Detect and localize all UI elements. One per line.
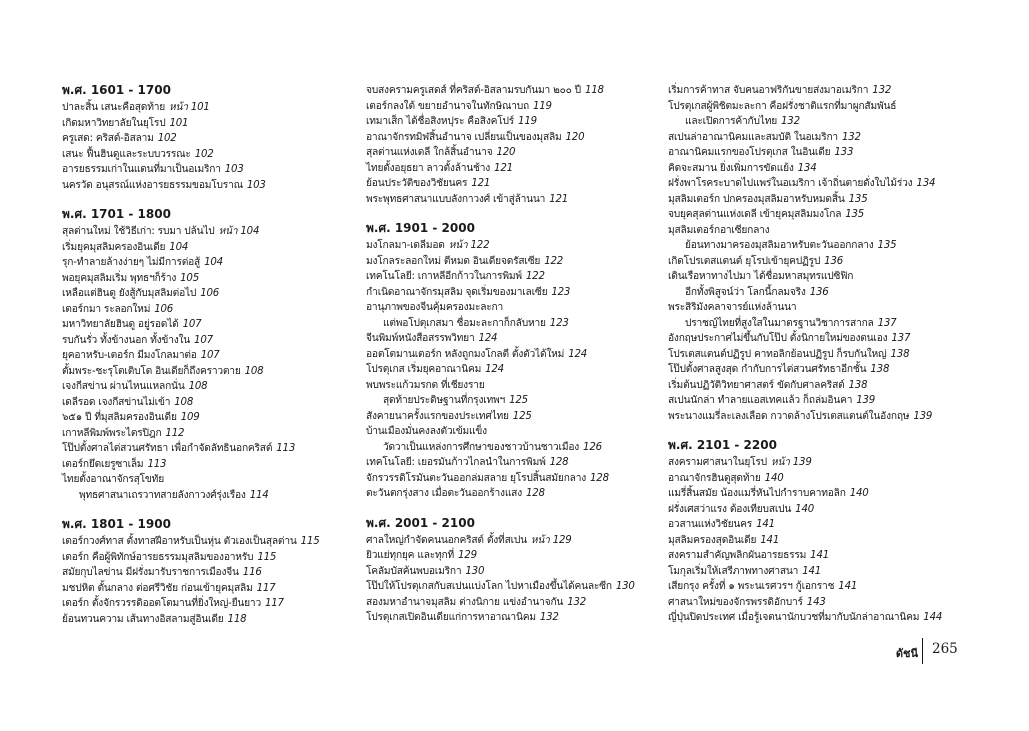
entry-title: เตอร์กยึดเยรูซาเล็ม: [62, 458, 144, 470]
entry-page-ref: 101: [169, 117, 189, 129]
entry-page-ref: 106: [154, 303, 174, 315]
entry-title: อาณาจักรทมิฬสิ้นอำนาจ เปลี่ยนเป็นของมุสลิม: [366, 131, 562, 143]
index-entry: [668, 285, 968, 301]
entry-page-ref: 137: [877, 317, 897, 329]
entry-page-ref: 132: [567, 596, 587, 608]
entry-title: มุสลิมครองสุดอินเดีย: [668, 534, 757, 546]
entry-title: เกิดโปรเตสแตนต์ ยุโรปเข้ายุคปฏิรูป: [668, 255, 821, 267]
index-entry: [366, 285, 664, 301]
entry-title: อวสานแห่งวิชัยนคร: [668, 519, 753, 530]
entry-page-ref: 132: [781, 116, 800, 127]
period-heading: พ.ศ. 1601 - 1700: [62, 83, 171, 97]
entry-page-ref: 136: [809, 286, 829, 298]
index-entry: [668, 362, 968, 378]
entry-title: พุทธศาสนาเถรวาทสายลังกาวงศ์รุ่งเรือง: [79, 489, 246, 501]
index-entry: [668, 533, 968, 549]
entry-page-ref: 129: [458, 550, 477, 561]
period-heading: พ.ศ. 1901 - 2000: [366, 221, 475, 235]
index-entry: [62, 395, 360, 411]
entry-title: ศาสนาใหม่ของจักรพรรดิอักบาร์: [668, 596, 803, 608]
index-entry: [668, 347, 968, 363]
entry-title: รุก-ทำลายล้างง่ายๆ ไม่มีการต่อสู้: [62, 257, 201, 268]
index-entry: [366, 161, 664, 177]
index-entry: [62, 596, 360, 612]
entry-title: ญี่ปุ่นปิดประเทศ เมื่อรู้เจตนานักบวชที่มากับนักล่าอาณานิคม: [668, 612, 920, 623]
entry-title: เกิดมหาวิทยาลัยในยุโรป: [62, 117, 166, 129]
entry-page-ref: 124: [568, 348, 588, 360]
entry-title: ฝรั่งพาโรคระบาดไปแพร่ในอเมริกา เจ้าถิ่นตายดั่งใบไม้ร่วง: [668, 178, 913, 189]
index-entry: [668, 517, 968, 533]
entry-title: แต่พอโปตุเกสมา ชื่อมะละกาก็กลับหาย: [383, 317, 546, 329]
entry-page-ref: 135: [848, 193, 868, 205]
entry-title: โปรตุเกสผู้พิชิตมะละกา คือฝรั่งชาติแรกที่มาผูกสัมพันธ์: [668, 100, 897, 112]
entry-page-ref: 126: [583, 441, 602, 453]
entry-page-ref: 107: [200, 350, 220, 361]
entry-title: เตอร์กมา ระลอกใหม่: [62, 303, 151, 315]
entry-title: ย้อนทางมาครองมุสลิมอาหรับตะวันออกกลาง: [685, 240, 874, 251]
entry-page-ref: 120: [496, 147, 516, 158]
index-entry: [366, 192, 664, 208]
entry-title: ยิวแย่ทุกยุค และทุกที่: [366, 550, 455, 561]
index-entry: [366, 564, 664, 580]
entry-page-ref: 141: [810, 550, 830, 561]
index-entry: [62, 426, 360, 442]
entry-title: พอยุคมุสลิมเริ่ม พุทธฯก็ร้าง: [62, 272, 177, 284]
index-entry: [62, 472, 360, 488]
entry-page-ref: 112: [165, 427, 185, 439]
entry-page-ref: 106: [200, 288, 220, 299]
index-entry: [62, 457, 360, 473]
entry-title: เทคโนโลยี: เกาหลีอีกก้าวในการพิมพ์: [366, 271, 522, 282]
entry-title: ยุคอาหรับ-เตอร์ก มีมงโกลมาต่อ: [62, 350, 197, 361]
index-entry: [668, 471, 968, 487]
index-entry: [62, 271, 360, 287]
entry-title: วัดวาเป็นแหล่งการศึกษาของชาวบ้านชาวเมือง: [383, 441, 580, 453]
entry-title: สมัยกุบไลข่าน มีฝรั่งมารับราชการเมืองจีน: [62, 567, 239, 578]
period-heading: พ.ศ. 2101 - 2200: [668, 438, 777, 452]
index-entry: [62, 534, 360, 550]
entry-title: เริ่มการค้าทาส จับคนอาฟริกันขายส่งมาอเมริกา: [668, 85, 869, 96]
index-entry: [62, 612, 360, 628]
entry-title: เตอร์กลงใต้ ขยายอำนาจในทักษิณาบถ: [366, 100, 529, 112]
index-entry: [366, 300, 664, 316]
index-entry: [668, 331, 968, 347]
index-entry: [62, 348, 360, 364]
entry-title: มชปหิต ตั้นกลาง ต่อศรีวิชัย ก่อนเข้ายุคมุสลิม: [62, 582, 253, 594]
entry-title: สงครามสำคัญพลิกผันอารยธรรม: [668, 550, 807, 561]
index-section: [668, 83, 968, 424]
index-entry: [668, 502, 968, 518]
entry-title: อานุภาพของจีนคุ้มครองมะละกา: [366, 302, 504, 313]
index-entry: [62, 286, 360, 302]
entry-page-ref: 121: [549, 193, 569, 205]
index-entry: [668, 114, 968, 130]
index-entry: [62, 488, 360, 504]
entry-title: สุลต่านใหม่ ใช้วิธีเก่า: รบมา ปล้นไป: [62, 226, 215, 237]
entry-title: เสียกรุง ครั้งที่ ๑ พระนเรศวรฯ กู้เอกราช: [668, 581, 835, 592]
index-section: [62, 207, 360, 503]
entry-page-ref: 124: [478, 333, 498, 344]
index-column-2: [366, 83, 664, 640]
entry-title: เริ่มยุคมุสลิมครองอินเดีย: [62, 241, 166, 253]
entry-page-ref: 108: [188, 381, 208, 392]
entry-page-ref: 123: [549, 317, 569, 329]
index-entry: [668, 300, 968, 316]
entry-title: ฝรั่งเศสว่าแรง ต้องเทียบสเปน: [668, 503, 792, 515]
entry-title: เทคโนโลยี: เยอรมันก้าวไกลนำในการพิมพ์: [366, 457, 546, 468]
entry-page-ref: 135: [877, 240, 897, 251]
entry-title: สองมหาอำนาจมุสลิม ต่างนิกาย แข่งอำนาจกัน: [366, 596, 564, 608]
entry-page-ref: 119: [532, 100, 552, 112]
entry-page-ref: 108: [174, 396, 194, 408]
entry-title: มุสลิมเตอร์ก ปกครองมุสลิมอาหรับหมดสิ้น: [668, 193, 845, 205]
index-entry: [668, 223, 968, 239]
entry-page-ref: 143: [806, 596, 826, 608]
index-entry: [668, 486, 968, 502]
entry-title: มุสลิมเตอร์กอาเซียกลาง: [668, 224, 770, 236]
index-section: [366, 83, 664, 207]
index-entry: [366, 579, 664, 595]
entry-page-ref: 104: [204, 257, 223, 268]
entry-page-ref: 137: [891, 333, 911, 344]
index-entry: [668, 595, 968, 611]
entry-page-ref: 138: [870, 364, 890, 375]
index-column-3: [668, 83, 968, 640]
entry-title: และเปิดการค้ากับไทย: [685, 116, 777, 127]
index-entry: [366, 331, 664, 347]
entry-page-ref: 139: [856, 395, 876, 406]
entry-page-ref: 118: [227, 613, 247, 625]
entry-page-ref: 104: [169, 241, 189, 253]
entry-page-ref: 139: [913, 410, 933, 422]
entry-title: ย้อนทวนความ เส้นทางอิสลามสู่อินเดีย: [62, 613, 224, 625]
index-entry: [668, 99, 968, 115]
entry-title: โคลัมบัสค้นพบอเมริกา: [366, 565, 462, 577]
entry-title: มงโกลระลอกใหม่ ตีหมด อินเดียจดรัสเซีย: [366, 255, 541, 267]
index-entry: [668, 207, 968, 223]
entry-page-ref: 103: [246, 179, 266, 191]
entry-title: ครูเสด: คริสต์-อิสลาม: [62, 133, 154, 144]
entry-page-ref: หน้า 104: [218, 226, 260, 237]
index-entry: [62, 100, 360, 116]
index-entry: [366, 176, 664, 192]
index-entry: [366, 440, 664, 456]
index-section: [62, 517, 360, 627]
index-entry: [668, 564, 968, 580]
entry-title: ย้อนประวัติของวิชัยนคร: [366, 178, 468, 189]
entry-page-ref: 144: [923, 612, 943, 623]
entry-page-ref: หน้า 129: [530, 534, 572, 546]
index-entry: [366, 486, 664, 502]
index-entry: [366, 316, 664, 332]
entry-page-ref: 135: [845, 209, 865, 220]
index-entry: [668, 393, 968, 409]
index-entry: [668, 269, 968, 285]
page-number: 265: [932, 641, 958, 657]
entry-title: โมกุลเริ่มให้เสรีภาพทางศาสนา: [668, 565, 799, 577]
entry-title: พบพระแก้วมรกต ที่เชียงราย: [366, 379, 485, 391]
index-section: [62, 83, 360, 193]
entry-page-ref: 140: [849, 488, 869, 499]
entry-page-ref: 121: [494, 162, 513, 174]
entry-page-ref: 113: [147, 458, 167, 470]
entry-title: กำเนิดอาณาจักรมุสลิม จุดเริ่มของมาเลเซีย: [366, 286, 548, 298]
entry-page-ref: 119: [518, 116, 537, 127]
index-entry: [62, 302, 360, 318]
entry-title: ปราชญ์ไทยที่สูงใสในมาตรฐานวิชาการสากล: [685, 317, 874, 329]
index-entry: [366, 378, 664, 394]
entry-page-ref: 138: [890, 348, 910, 360]
entry-title: อารยธรรมเก่าในแดนที่มาเป็นอเมริกา: [62, 164, 221, 175]
entry-title: นครวัด อนุสรณ์แห่งอารยธรรมขอมโบราณ: [62, 179, 243, 191]
entry-page-ref: 130: [615, 581, 635, 592]
index-column-1: [62, 83, 360, 641]
index-entry: [62, 581, 360, 597]
entry-page-ref: 141: [838, 581, 858, 592]
entry-title: จบยุคสุลต่านแห่งเดลี เข้ายุคมุสลิมมงโกล: [668, 209, 842, 220]
entry-title: รบกันรั่ว ทั้งข้างนอก ทั้งข้างใน: [62, 334, 191, 346]
index-entry: [62, 410, 360, 426]
entry-title: บ้านเมืองมั่นคงลงตัวเข้มแข็ง: [366, 426, 487, 437]
period-heading: พ.ศ. 1801 - 1900: [62, 517, 171, 531]
entry-page-ref: 102: [157, 133, 177, 144]
entry-title: ศาลใหญ่กำจัดคนนอกคริสต์ ตั้งที่สเปน: [366, 534, 527, 546]
index-entry: [668, 161, 968, 177]
index-entry: [668, 548, 968, 564]
entry-title: เตอร์ก ตั้งจักรวรรดิออตโตมานที่ยิ่งใหญ่-ยืนยาว: [62, 598, 261, 609]
entry-page-ref: 115: [257, 551, 277, 563]
index-entry: [62, 255, 360, 271]
entry-page-ref: 125: [512, 410, 532, 422]
index-entry: [366, 362, 664, 378]
entry-title: ปาละสิ้น เสนะคือสุดท้าย: [62, 102, 166, 113]
index-entry: [366, 83, 664, 99]
entry-page-ref: 141: [756, 519, 775, 530]
index-entry: [366, 238, 664, 254]
entry-title: จักรวรรดิโรมันตะวันออกล่มสลาย ยุโรปสิ้นสมัยกลาง: [366, 472, 587, 484]
entry-title: ออตโตมานเตอร์ก หลังถูกมงโกลตี ตั้งตัวได้ใหม่: [366, 348, 565, 360]
entry-page-ref: 122: [544, 255, 564, 267]
index-entry: [62, 131, 360, 147]
index-entry: [668, 316, 968, 332]
index-section: [366, 516, 664, 626]
index-entry: [62, 178, 360, 194]
entry-page-ref: 128: [590, 472, 609, 484]
entry-page-ref: 114: [249, 489, 269, 501]
period-heading: พ.ศ. 1701 - 1800: [62, 207, 171, 221]
entry-page-ref: หน้า 122: [448, 240, 490, 251]
entry-page-ref: 136: [824, 255, 844, 267]
entry-title: อาณาจักรฮินดูสุดท้าย: [668, 472, 761, 484]
entry-page-ref: 102: [194, 148, 214, 160]
index-entry: [62, 162, 360, 178]
index-entry: [366, 145, 664, 161]
entry-title: สังคายนาครั้งแรกของประเทศไทย: [366, 410, 509, 422]
entry-title: จบสงครามครูเสดส์ ที่คริสต์-อิสลามรบกันมา ๒๐๐ ปี: [366, 85, 581, 96]
entry-title: เริ่มต้นปฏิวัติวิทยาศาสตร์ ขัดกับศาลคริสต์: [668, 379, 845, 391]
index-entry: [366, 409, 664, 425]
index-entry: [366, 114, 664, 130]
entry-page-ref: 118: [584, 85, 604, 96]
entry-title: แมรี่สิ้นสมัย น้องแมรี่หันไปกำราบคาทอลิก: [668, 488, 846, 499]
entry-title: คิดจะสมาน ยิ่งเพิ่มการขัดแย้ง: [668, 162, 794, 174]
entry-page-ref: 132: [539, 612, 559, 623]
index-entry: [366, 595, 664, 611]
footer-divider: [922, 638, 923, 664]
entry-page-ref: 133: [834, 147, 854, 158]
entry-title: อังกฤษประกาศไม่ขึ้นกับโป๊ป ตั้งนิกายใหม่ของตนเอง: [668, 333, 888, 344]
entry-page-ref: 124: [485, 364, 504, 375]
index-entry: [62, 441, 360, 457]
entry-page-ref: 116: [242, 567, 262, 578]
entry-page-ref: 108: [244, 365, 264, 377]
index-entry: [366, 254, 664, 270]
entry-title: โปรเตสแตนต์ปฏิรูป คาทอลิกย้อนปฏิรูป ก็รบกันใหญ่: [668, 348, 887, 360]
entry-title: สุลต่านแห่งเดลี ใกล้สิ้นอำนาจ: [366, 147, 493, 158]
entry-title: เดลีรอด เจงกีสข่านไม่เข้า: [62, 396, 171, 408]
entry-page-ref: 123: [551, 286, 571, 298]
entry-title: พระนางแมรี่ละเลงเลือด กวาดล้างโปรเตสแตนต์ในอังกฤษ: [668, 410, 910, 422]
entry-title: เกาหลีพิมพ์พระไตรปิฎก: [62, 427, 162, 439]
index-entry: [366, 269, 664, 285]
index-entry: [668, 238, 968, 254]
entry-title: เทมาเส็ก ได้ชื่อสิงหปุระ คือสิงคโปร์: [366, 116, 515, 127]
entry-page-ref: 134: [797, 162, 817, 174]
entry-title: อีกทั้งพิสูจน์ว่า โลกนี้กลมจริง: [685, 286, 806, 298]
index-entry: [668, 579, 968, 595]
entry-page-ref: 117: [256, 582, 276, 594]
entry-title: ตั้มพระ-ชะรุโตเติบโต อินเดียก็ถึงคราวตาย: [62, 365, 241, 377]
index-entry: [366, 130, 664, 146]
entry-title: เสนะ ฟื้นฮินดูและระบบวรรณะ: [62, 148, 191, 160]
entry-title: โปรตุเกสเปิดอินเดียแก่การหาอาณานิคม: [366, 612, 536, 623]
entry-title: สเปนนักล่า ทำลายแอสเทคแล้ว ก็ถล่มอินคา: [668, 395, 853, 406]
entry-page-ref: 120: [565, 131, 585, 143]
entry-title: เตอร์กวงศ์ทาส ตั้งทาสฝีอาหรับเป็นหุ่น ตัวเองเป็นสุลต่าน: [62, 536, 297, 547]
entry-page-ref: 141: [802, 565, 822, 577]
entry-page-ref: 128: [549, 457, 569, 468]
index-entry: [668, 409, 968, 425]
entry-page-ref: 141: [760, 534, 780, 546]
entry-page-ref: 134: [916, 178, 936, 189]
index-entry: [668, 130, 968, 146]
entry-page-ref: 132: [841, 131, 861, 143]
entry-title: จีนพิมพ์หนังสือสรรพวิทยา: [366, 333, 475, 344]
index-entry: [366, 610, 664, 626]
index-entry: [62, 240, 360, 256]
entry-page-ref: 130: [465, 565, 485, 577]
index-entry: [668, 455, 968, 471]
index-entry: [668, 254, 968, 270]
index-entry: [366, 99, 664, 115]
entry-page-ref: 140: [764, 472, 784, 484]
index-entry: [668, 83, 968, 99]
index-entry: [668, 192, 968, 208]
index-entry: [62, 224, 360, 240]
index-entry: [62, 317, 360, 333]
entry-title: โป๊ปให้โปรตุเกสกับสเปนแบ่งโลก ไปหาเมืองขึ้นได้คนละซีก: [366, 581, 612, 592]
entry-page-ref: 107: [194, 334, 213, 346]
index-entry: [668, 176, 968, 192]
index-entry: [62, 379, 360, 395]
entry-title: อาณานิคมแรกของโปรตุเกส ในอินเดีย: [668, 147, 831, 158]
entry-page-ref: 122: [525, 271, 545, 282]
entry-page-ref: 115: [300, 536, 320, 547]
entry-title: เตอร์ก คือผู้พิทักษ์อารยธรรมมุสลิมของอาหรับ: [62, 551, 254, 563]
entry-page-ref: 107: [182, 319, 202, 330]
entry-title: ไทยตั้งอาณาจักรสุโขทัย: [62, 474, 164, 485]
entry-page-ref: หน้า 101: [169, 102, 210, 113]
index-section: [668, 438, 968, 626]
index-entry: [366, 424, 664, 440]
period-heading: พ.ศ. 2001 - 2100: [366, 515, 475, 530]
entry-page-ref: 103: [224, 164, 244, 175]
entry-page-ref: 128: [525, 488, 545, 499]
entry-page-ref: 121: [471, 178, 491, 189]
entry-page-ref: 140: [795, 503, 815, 515]
entry-title: ๖๕๑ ปี ที่มุสลิมครองอินเดีย: [62, 412, 177, 423]
index-entry: [62, 147, 360, 163]
index-section: [366, 221, 664, 502]
entry-title: โปรตุเกส เริ่มยุคอาณานิคม: [366, 364, 482, 375]
entry-title: โป๊ปตั้งศาลไต่สวนศรัทธา เพื่อกำจัดลัทธินอกคริสต์: [62, 443, 273, 454]
entry-page-ref: 138: [848, 379, 868, 391]
entry-title: สงครามศาสนาในยุโรป: [668, 457, 767, 468]
entry-title: เหลือแต่ฮินดู ยังสู้กับมุสลิมต่อไป: [62, 288, 197, 299]
entry-title: ตะวันตกรุ่งสาง เมื่อตะวันออกร้างแสง: [366, 488, 522, 499]
entry-title: ไทยตั้งอยุธยา ลาวตั้งล้านช้าง: [366, 162, 491, 174]
index-entry: [62, 116, 360, 132]
index-entry: [668, 145, 968, 161]
entry-title: โป๊ปตั้งศาลสูงสุด กำกับการไต่สวนศรัทธาอีกชั้น: [668, 364, 867, 375]
entry-title: มหาวิทยาลัยฮินดู อยู่รอดได้: [62, 319, 179, 330]
entry-page-ref: 117: [264, 598, 284, 609]
index-entry: [62, 364, 360, 380]
entry-page-ref: 132: [872, 85, 892, 96]
index-entry: [366, 455, 664, 471]
index-entry: [366, 471, 664, 487]
entry-page-ref: 113: [276, 443, 296, 454]
entry-title: สเปนล่าอาณานิคมและสมบัติ ในอเมริกา: [668, 131, 838, 143]
entry-page-ref: 105: [180, 272, 199, 284]
index-entry: [366, 533, 664, 549]
index-entry: [366, 393, 664, 409]
footer-label: ดัชนี: [895, 647, 918, 660]
index-entry: [668, 610, 968, 626]
index-entry: [366, 347, 664, 363]
entry-title: พระพุทธศาสนาแบบลังกาวงศ์ เข้าสู่ล้านนา: [366, 193, 546, 205]
entry-title: สุดท้ายประดิษฐานที่กรุงเทพฯ: [383, 395, 506, 406]
index-entry: [366, 548, 664, 564]
entry-title: มงโกลมา-เดลีมอด: [366, 240, 445, 251]
index-entry: [668, 378, 968, 394]
entry-title: พระสิริมังคลาจารย์แห่งล้านนา: [668, 302, 797, 313]
entry-page-ref: 125: [509, 395, 528, 406]
page-footer: [888, 638, 1008, 664]
entry-page-ref: หน้า 139: [770, 457, 812, 468]
index-entry: [62, 333, 360, 349]
entry-title: เจงกีสข่าน ผ่านไหนแหลกนั่น: [62, 381, 185, 392]
index-entry: [62, 550, 360, 566]
entry-page-ref: 109: [180, 412, 200, 423]
entry-title: เดินเรือหาทางไปมา ได้ชื่อมหาสมุทรแปซิฟิก: [668, 271, 854, 282]
index-entry: [62, 565, 360, 581]
